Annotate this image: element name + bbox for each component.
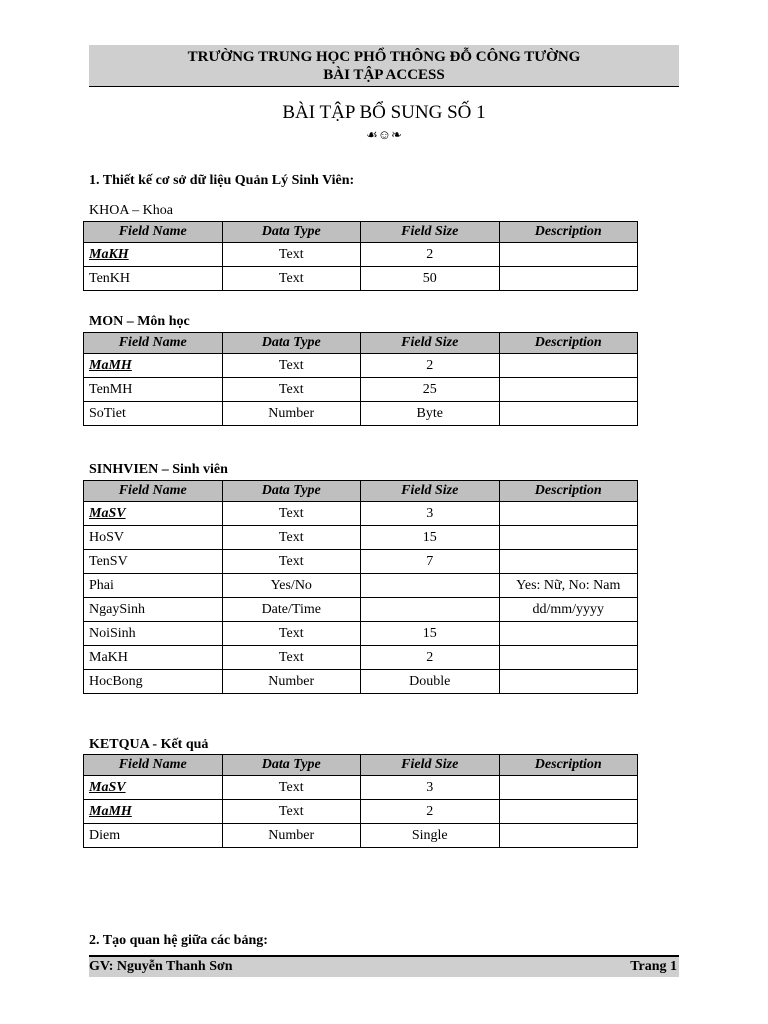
column-header: Data Type [222, 481, 361, 502]
column-header: Field Name [84, 481, 223, 502]
table-mon [83, 332, 638, 426]
description-cell [499, 526, 638, 550]
description-cell [499, 824, 638, 848]
field-name-cell: Phai [84, 574, 223, 598]
field-size-cell: 7 [361, 550, 500, 574]
field-size-cell: 3 [361, 502, 500, 526]
table-row [84, 502, 638, 526]
table-ketqua [83, 754, 638, 848]
description-cell [499, 622, 638, 646]
table-row [84, 622, 638, 646]
data-type-cell: Text [222, 243, 361, 267]
table-title-ketqua: KETQUA - Kết quả [89, 737, 209, 752]
table-row [84, 800, 638, 824]
data-type-cell: Yes/No [222, 574, 361, 598]
data-type-cell: Text [222, 378, 361, 402]
column-header: Data Type [222, 755, 361, 776]
table-label: Môn học [137, 314, 190, 329]
column-header: Description [499, 755, 638, 776]
data-type-cell: Number [222, 402, 361, 426]
description-cell [499, 378, 638, 402]
field-name-cell: TenMH [84, 378, 223, 402]
field-name-cell: MaMH [84, 354, 223, 378]
data-type-cell: Date/Time [222, 598, 361, 622]
field-name-cell: Diem [84, 824, 223, 848]
table-title-sinhvien: SINHVIEN – Sinh viên [89, 462, 228, 477]
field-name-cell: MaKH [84, 646, 223, 670]
document-title: BÀI TẬP BỔ SUNG SỐ 1 [282, 102, 486, 123]
table-header-row [84, 755, 638, 776]
field-size-cell: 50 [361, 267, 500, 291]
teacher-name: GV: Nguyễn Thanh Sơn [89, 959, 233, 974]
page-footer [89, 955, 679, 977]
column-header: Field Size [361, 222, 500, 243]
table-code: SINHVIEN [89, 462, 159, 477]
field-size-cell [361, 574, 500, 598]
description-cell [499, 670, 638, 694]
description-cell [499, 646, 638, 670]
table-row [84, 402, 638, 426]
ornament-icon: ☙☺❧ [366, 127, 402, 142]
table-row [84, 598, 638, 622]
description-cell: dd/mm/yyyy [499, 598, 638, 622]
data-type-cell: Text [222, 550, 361, 574]
column-header: Data Type [222, 222, 361, 243]
table-row [84, 550, 638, 574]
table-code: KETQUA [89, 737, 149, 752]
table-row [84, 243, 638, 267]
field-name-cell: MaSV [84, 776, 223, 800]
column-header: Description [499, 333, 638, 354]
field-size-cell: 15 [361, 622, 500, 646]
table-row [84, 574, 638, 598]
field-size-cell: 25 [361, 378, 500, 402]
data-type-cell: Text [222, 622, 361, 646]
table-header-row [84, 481, 638, 502]
table-label: Kết quả [160, 737, 209, 752]
column-header: Field Name [84, 333, 223, 354]
description-cell [499, 267, 638, 291]
field-size-cell: 15 [361, 526, 500, 550]
data-type-cell: Text [222, 646, 361, 670]
table-title-khoa: KHOA – Khoa [89, 203, 173, 218]
column-header: Description [499, 481, 638, 502]
table-row [84, 776, 638, 800]
table-row [84, 354, 638, 378]
table-label: Khoa [142, 203, 173, 218]
column-header: Description [499, 222, 638, 243]
description-cell [499, 354, 638, 378]
table-row [84, 670, 638, 694]
data-type-cell: Number [222, 824, 361, 848]
table-header-row [84, 222, 638, 243]
field-name-cell: HoSV [84, 526, 223, 550]
section-2-heading: 2. Tạo quan hệ giữa các bảng: [89, 933, 268, 948]
column-header: Field Name [84, 755, 223, 776]
table-row [84, 267, 638, 291]
column-header: Field Size [361, 755, 500, 776]
table-code: MON [89, 314, 124, 329]
table-title-mon: MON – Môn học [89, 314, 190, 329]
column-header: Data Type [222, 333, 361, 354]
description-cell [499, 776, 638, 800]
field-name-cell: NoiSinh [84, 622, 223, 646]
table-header-row [84, 333, 638, 354]
table-row [84, 526, 638, 550]
field-name-cell: MaKH [84, 243, 223, 267]
data-type-cell: Text [222, 267, 361, 291]
table-khoa [83, 221, 638, 291]
data-type-cell: Text [222, 502, 361, 526]
table-label: Sinh viên [172, 462, 228, 477]
school-name: TRƯỜNG TRUNG HỌC PHỔ THÔNG ĐỖ CÔNG TƯỜNG [187, 49, 581, 65]
field-size-cell: 2 [361, 354, 500, 378]
field-name-cell: SoTiet [84, 402, 223, 426]
table-row [84, 378, 638, 402]
field-name-cell: TenKH [84, 267, 223, 291]
field-size-cell: 3 [361, 776, 500, 800]
field-size-cell [361, 598, 500, 622]
field-size-cell: Byte [361, 402, 500, 426]
field-name-cell: HocBong [84, 670, 223, 694]
column-header: Field Name [84, 222, 223, 243]
data-type-cell: Text [222, 800, 361, 824]
page-header [89, 45, 679, 87]
section-1-heading: 1. Thiết kế cơ sở dữ liệu Quản Lý Sinh Viên: [89, 173, 355, 188]
data-type-cell: Text [222, 776, 361, 800]
data-type-cell: Text [222, 526, 361, 550]
field-name-cell: MaMH [84, 800, 223, 824]
description-cell [499, 243, 638, 267]
data-type-cell: Number [222, 670, 361, 694]
table-sinhvien [83, 480, 638, 694]
field-name-cell: NgaySinh [84, 598, 223, 622]
page-number: Trang 1 [630, 959, 677, 974]
field-size-cell: Double [361, 670, 500, 694]
description-cell [499, 502, 638, 526]
field-size-cell: 2 [361, 243, 500, 267]
table-row [84, 824, 638, 848]
field-name-cell: MaSV [84, 502, 223, 526]
data-type-cell: Text [222, 354, 361, 378]
subject-name: BÀI TẬP ACCESS [323, 67, 445, 83]
column-header: Field Size [361, 481, 500, 502]
table-row [84, 646, 638, 670]
description-cell [499, 550, 638, 574]
description-cell: Yes: Nữ, No: Nam [499, 574, 638, 598]
description-cell [499, 402, 638, 426]
table-code: KHOA [89, 203, 129, 218]
description-cell [499, 800, 638, 824]
field-size-cell: 2 [361, 800, 500, 824]
field-size-cell: 2 [361, 646, 500, 670]
field-name-cell: TenSV [84, 550, 223, 574]
field-size-cell: Single [361, 824, 500, 848]
column-header: Field Size [361, 333, 500, 354]
